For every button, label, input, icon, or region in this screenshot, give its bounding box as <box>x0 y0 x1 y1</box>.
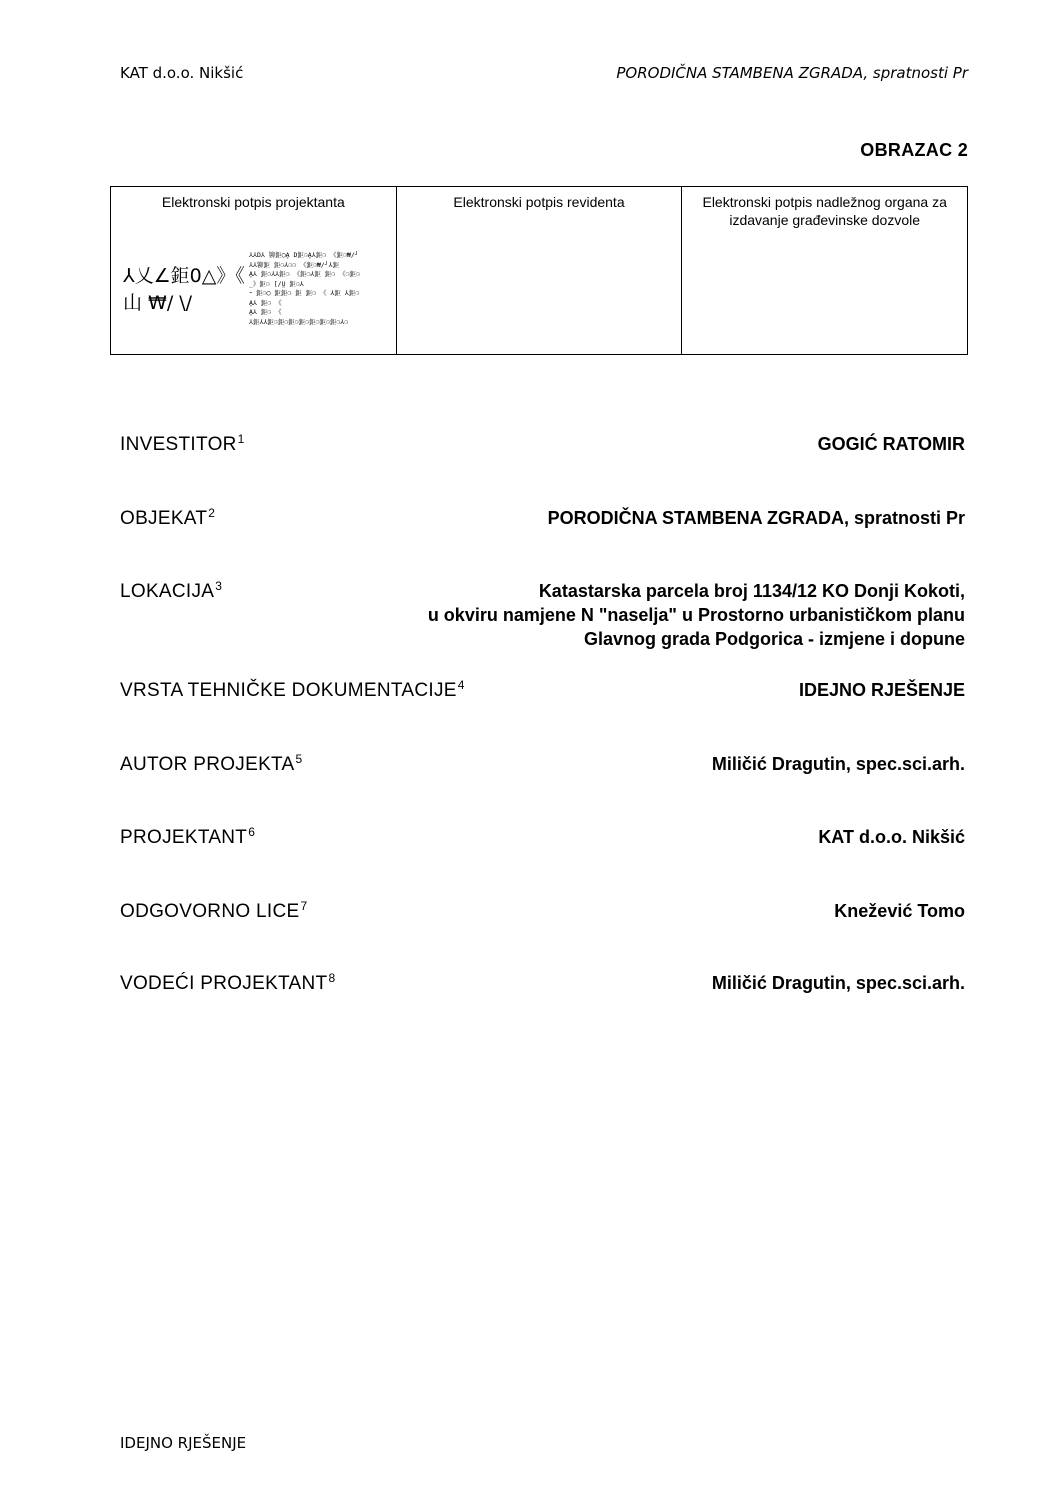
signature-label-designer: Elektronski potpis projektanta <box>161 194 345 210</box>
field-label: VRSTA TEHNIČKE DOKUMENTACIJE$^4$ <box>120 678 465 701</box>
field-label: LOKACIJA$^3$ <box>120 579 223 602</box>
field-value: PORODIČNA STAMBENA ZGRADA, spratnosti Pr <box>547 508 965 528</box>
header-object-title: PORODIČNA STAMBENA ZGRADA, spratnosti Pr <box>616 64 968 82</box>
field-label: AUTOR PROJEKTA$^5$ <box>120 752 303 775</box>
header-company: KAT d.o.o. Nikšić <box>120 64 244 82</box>
field-label: INVESTITOR$^1$ <box>120 432 245 455</box>
field-value: GOGIĆ RATOMIR <box>817 434 965 454</box>
field-value: IDEJNO RJEŠENJE <box>798 680 965 700</box>
signature-table <box>110 186 968 355</box>
signature-label-authority: Elektronski potpis nadležnog organa za izdavanje građevinske dozvole <box>702 194 947 228</box>
form-number: OBRAZAC 2 <box>860 140 968 160</box>
location-line: u okviru namjene N "naselja" u Prostorno urbanističkom planu <box>427 605 965 625</box>
field-value: Miličić Dragutin, spec.sci.arh. <box>711 973 965 993</box>
location-line: Katastarska parcela broj 1134/12 KO Donji Kokoti, <box>538 581 965 601</box>
footer-document-type: IDEJNO RJEŠENJE <box>120 1434 247 1452</box>
location-line: Glavnog grada Podgorica - izmjene i dopune <box>583 629 965 649</box>
field-value: Miličić Dragutin, spec.sci.arh. <box>711 754 965 774</box>
signature-cell-designer <box>111 187 396 354</box>
field-value: KAT d.o.o. Nikšić <box>818 827 965 847</box>
field-label: ODGOVORNO LICE$^7$ <box>120 899 308 922</box>
signature-label-reviewer: Elektronski potpis revidenta <box>453 194 625 210</box>
electronic-signature-stamp: ⅄乂∠鉅0△》《 山 ₩/ \/ <box>123 265 245 314</box>
field-label: VODEĆI PROJEKTANT$^8$ <box>120 971 336 994</box>
field-value <box>428 579 965 651</box>
field-label: OBJEKAT$^2$ <box>120 506 216 529</box>
signature-cell-authority <box>681 187 967 354</box>
field-value: Knežević Tomo <box>834 901 965 921</box>
signature-cell-reviewer <box>396 187 682 354</box>
electronic-signature-details: ⅄⅄D⅄ 铆鉅◯Ḁ D鉅⚆Ḁ⅄鉅⚆ 《鉅⚆₩/╯ ⅄⅄铆鉅 鉅⚆⅄⚆⚆ 《鉅⚆₩/╯⅄鉅 Ḁ⅄ 鉅⚆⅄⅄鉅⚆ 《鉅⚆⅄鉅 鉅⚆ 《⚆鉅⚆ _》鉅⚆ [/Ṵ 鉅⚆⅄ ⁃ 鉅⚆◯ 鉅鉅⚆ 鉅 鉅⚆ 《 ⅄鉅 ⅄鉅⚆ Ḁ⅄ 鉅⚆ 《 Ḁ⅄ 鉅⚆ 《 ⅄鉅⅄⅄鉅⚆鉅⚆鉅⚆鉅⚆鉅⚆鉅⚆鉅⚆⅄⚆ <box>249 251 360 326</box>
field-label: PROJEKTANT$^6$ <box>120 825 256 848</box>
